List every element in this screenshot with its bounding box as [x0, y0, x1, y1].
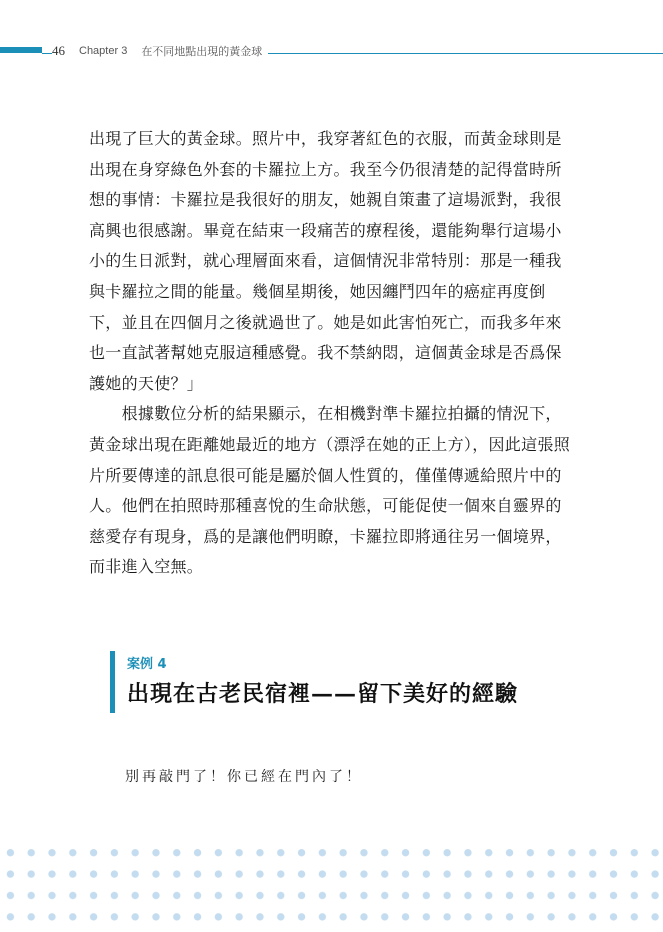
body-text	[89, 124, 575, 583]
paragraph-1: 出現了巨大的黃金球。照片中，我穿著紅色的衣服，而黃金球則是出現在身穿綠色外套的卡羅拉上方。我至今仍很清楚的記得當時所想的事情：卡羅拉是我很好的朋友，她親自策畫了這場派對，我很高興也很感謝。畢竟在結束一段痛苦的療程後，還能夠舉行這場小小的生日派對，就心理層面來看，這個情況非常特別：那是一種我與卡羅拉之間的能量。幾個星期後，她因纏鬥四年的癌症再度倒下，並且在四個月之後就過世了。她是如此害怕死亡，而我多年來也一直試著幫她克服這種感覺。我不禁納悶，這個黃金球是否爲保護她的天使？」	[89, 129, 562, 393]
paragraph-2: 根據數位分析的結果顯示，在相機對準卡羅拉拍攝的情況下，黃金球出現在距離她最近的地方（漂浮在她的正上方），因此這張照片所要傳達的訊息很可能是屬於個人性質的，僅僅傳遞給照片中的人。他們在拍照時那種喜悅的生命狀態，可能促使一個來自靈界的慈愛存有現身，爲的是讓他們明瞭，卡羅拉即將通往另一個境界，而非進入空無。	[89, 404, 571, 577]
case-heading	[110, 651, 518, 713]
decorative-dot-pattern	[0, 840, 663, 932]
chapter-label: Chapter 3	[79, 45, 128, 57]
chapter-title: 在不同地點出現的黃金球	[141, 46, 263, 58]
case-label: 案例 4	[127, 657, 167, 672]
section-quote: 別再敲門了！你已經在門內了！	[125, 769, 363, 785]
case-title: 出現在古老民宿裡——留下美好的經驗	[127, 681, 519, 707]
running-header	[52, 43, 268, 59]
header-accent-bar	[0, 47, 42, 53]
page-number: 46	[52, 43, 65, 58]
